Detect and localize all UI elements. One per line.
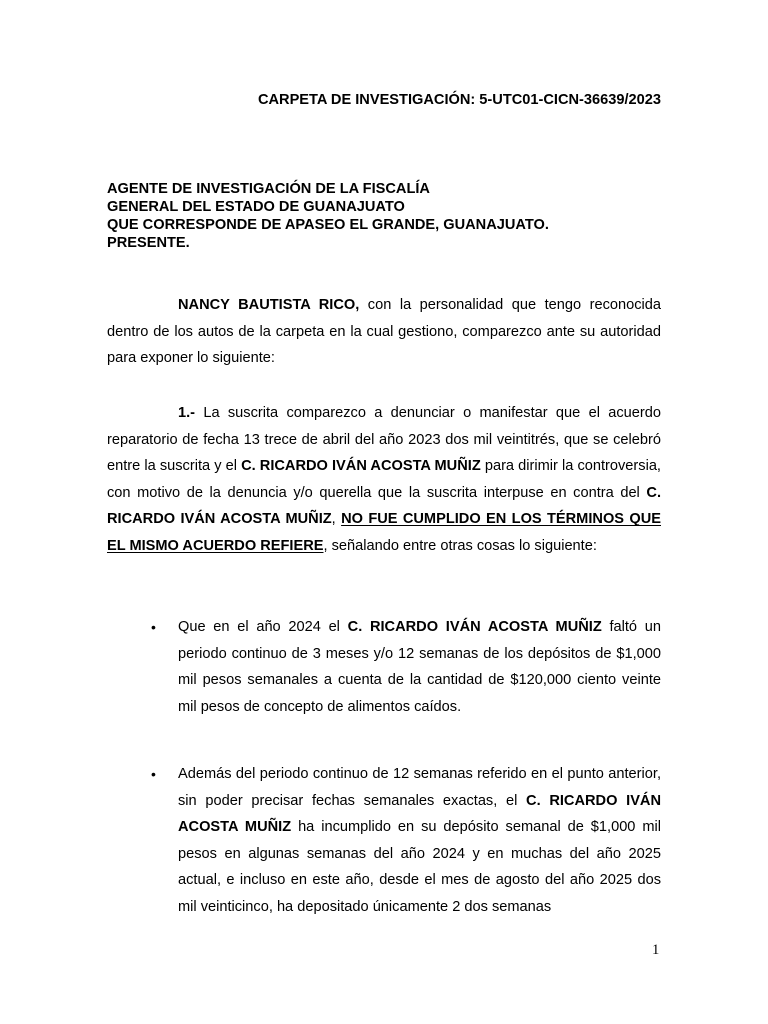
emphasis-statement: NO FUE CUMPLIDO EN LOS TÉRMINOS QUE EL MISMO ACUERDO REFIERE xyxy=(107,511,661,554)
defendant-name: C. RICARDO IVÁN ACOSTA MUÑIZ xyxy=(347,619,602,635)
point-number: 1.- xyxy=(178,405,196,421)
addressee-line: AGENTE DE INVESTIGACIÓN DE LA FISCALÍA xyxy=(107,181,430,197)
bullet-icon: • xyxy=(151,766,156,782)
defendant-name: C. RICARDO IVÁN ACOSTA MUÑIZ xyxy=(241,458,481,475)
point-text: para dirimir la controversia, con motivo de la denuncia y/o querella que la suscrita interpuse en contra del xyxy=(107,458,661,501)
point-text: La suscrita comparezco a denunciar o manifestar que el acuerdo reparatorio de fecha 13 trece de abril del año 2023 dos mil veintitrés, que se celebró entre la suscrita y el xyxy=(107,405,661,475)
addressee-line: QUE CORRESPONDE DE APASEO EL GRANDE, GUANAJUATO. xyxy=(107,217,549,233)
defendant-name: C. RICARDO IVÁN ACOSTA MUÑIZ xyxy=(178,792,661,836)
addressee-line: GENERAL DEL ESTADO DE GUANAJUATO xyxy=(107,199,405,215)
defendant-name: C. RICARDO IVÁN ACOSTA MUÑIZ xyxy=(107,484,661,528)
complainant-name: NANCY BAUTISTA RICO, xyxy=(178,297,360,313)
addressee-block xyxy=(107,180,667,252)
page-number: 1 xyxy=(652,942,660,958)
bullet-item xyxy=(151,761,661,921)
point-1-paragraph xyxy=(107,400,661,560)
point-text: , señalando entre otras cosas lo siguiente: xyxy=(323,537,597,554)
bullet-icon: • xyxy=(151,619,156,635)
bullet-text: faltó un periodo continuo de 3 meses y/o 12 semanas de los depósitos de $1,000 mil pesos semanales a cuenta de la cantidad de $120,000 ciento veinte mil pesos de concepto de alimentos caídos. xyxy=(178,619,661,715)
bullet-item xyxy=(151,614,661,720)
point-text: , xyxy=(331,511,342,528)
bullet-text: Que en el año 2024 el xyxy=(178,619,348,635)
intro-paragraph xyxy=(107,292,661,372)
bullet-text: ha incumplido en su depósito semanal de $1,000 mil pesos en algunas semanas del año 2024 y en muchas del año 2025 actual, e incluso en este año, desde el mes de agosto del año 2025 dos mil veinticinco, ha depositado únicamente 2 dos semanas xyxy=(178,819,661,915)
bullet-text: Además del periodo continuo de 12 semanas referido en el punto anterior, sin poder precisar fechas semanales exactas, el xyxy=(178,766,661,809)
addressee-line: PRESENTE. xyxy=(107,235,190,251)
case-number-heading: CARPETA DE INVESTIGACIÓN: 5-UTC01-CICN-36639/2023 xyxy=(257,92,661,108)
intro-text: con la personalidad que tengo reconocida dentro de los autos de la carpeta en la cual gestiono, comparezco ante su autoridad para exponer lo siguiente: xyxy=(107,297,661,367)
